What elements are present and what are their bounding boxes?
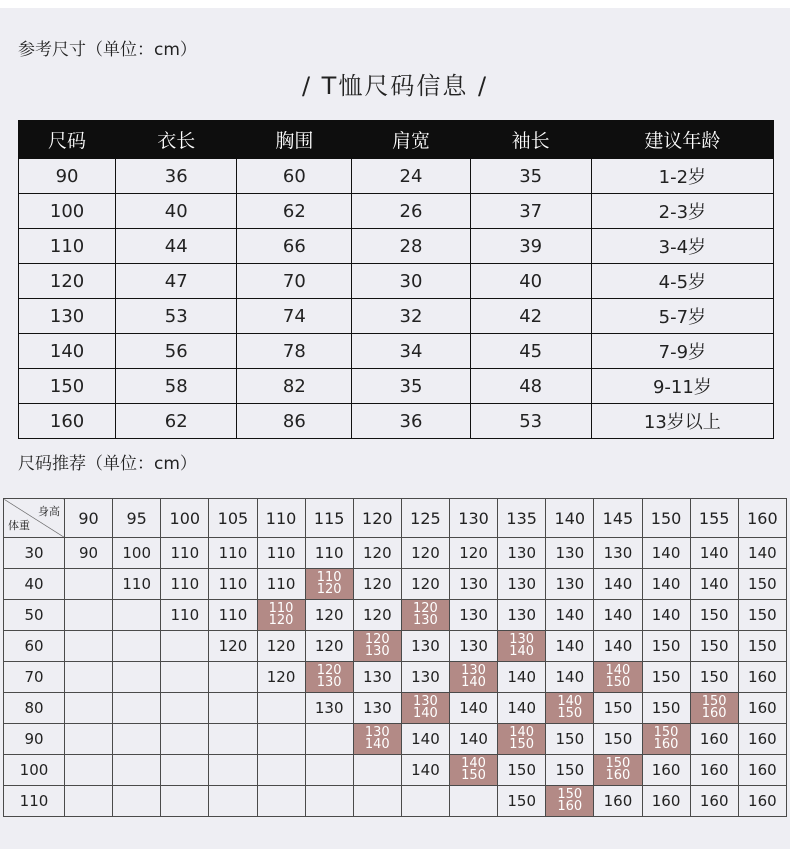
recommendation-cell: 110: [161, 600, 209, 631]
size-value: 150: [701, 693, 727, 709]
size-table-cell: 140: [19, 334, 116, 369]
size-table-cell: 70: [237, 264, 352, 299]
recommendation-cell: [161, 693, 209, 724]
size-value: 120: [316, 581, 342, 597]
size-value: 140: [557, 693, 583, 709]
recommendation-cell: 140: [498, 693, 546, 724]
height-header-cell: 135: [498, 499, 546, 538]
size-value: 140: [461, 755, 486, 771]
recommendation-cell: [113, 631, 161, 662]
size-recommendation-label: 尺码推荐（单位：cm）: [18, 454, 197, 474]
size-header-cell: 袖长: [470, 121, 591, 159]
recommendation-cell: 160: [738, 724, 786, 755]
recommendation-cell: 120: [401, 569, 449, 600]
recommendation-cell: [450, 755, 498, 786]
recommendation-cell: [65, 693, 113, 724]
highlighted-size-pair: [653, 724, 679, 752]
size-table-cell: 45: [470, 334, 591, 369]
height-header-cell: 160: [738, 499, 786, 538]
highlighted-size-pair: [413, 600, 438, 628]
recommendation-cell: 150: [642, 662, 690, 693]
recommendation-cell: 110: [209, 569, 257, 600]
recommendation-cell: [209, 662, 257, 693]
recommendation-cell: [546, 693, 594, 724]
highlighted-size-pair: [557, 786, 583, 814]
recommendation-cell: 140: [546, 631, 594, 662]
recommendation-cell: [257, 724, 305, 755]
page-title: / T恤尺码信息 /: [301, 72, 489, 100]
recommendation-cell: 140: [690, 569, 738, 600]
recommendation-cell: 140: [690, 538, 738, 569]
size-table-cell: 150: [19, 369, 116, 404]
recommendation-cell: 140: [642, 538, 690, 569]
weight-cell: 40: [4, 569, 65, 600]
recommendation-cell: 130: [594, 538, 642, 569]
size-table-row: [19, 334, 774, 369]
size-table-cell: 5-7岁: [591, 299, 773, 334]
recommendation-row: [4, 786, 787, 817]
recommendation-cell: 160: [642, 786, 690, 817]
size-table-cell: 36: [116, 159, 237, 194]
size-value: 150: [605, 755, 631, 771]
recommendation-cell: [353, 724, 401, 755]
recommendation-cell: [113, 755, 161, 786]
recommendation-cell: [113, 724, 161, 755]
size-table-cell: 86: [237, 404, 352, 439]
recommendation-cell: [257, 600, 305, 631]
size-value: 110: [268, 600, 294, 616]
recommendation-cell: [498, 631, 546, 662]
recommendation-cell: 160: [690, 724, 738, 755]
recommendation-cell: 130: [546, 569, 594, 600]
size-table-cell: 40: [116, 194, 237, 229]
size-value: 130: [413, 612, 438, 628]
size-table-cell: 74: [237, 299, 352, 334]
recommendation-cell: 130: [353, 662, 401, 693]
recommendation-cell: 130: [498, 600, 546, 631]
recommendation-cell: 150: [738, 600, 786, 631]
highlighted-size-pair: [509, 631, 535, 659]
recommendation-cell: [257, 693, 305, 724]
size-header-cell: 肩宽: [352, 121, 470, 159]
recommendation-cell: 140: [498, 662, 546, 693]
recommendation-cell: [161, 662, 209, 693]
recommendation-cell: 150: [642, 631, 690, 662]
recommendation-cell: [209, 693, 257, 724]
size-value: 150: [461, 767, 486, 783]
recommendation-cell: 120: [353, 600, 401, 631]
recommendation-cell: [113, 693, 161, 724]
recommendation-cell: [594, 662, 642, 693]
size-table-cell: 130: [19, 299, 116, 334]
weight-cell: 50: [4, 600, 65, 631]
size-table-row: [19, 229, 774, 264]
recommendation-cell: 140: [642, 569, 690, 600]
size-value: 120: [268, 612, 294, 628]
recommendation-cell: [498, 724, 546, 755]
size-table-cell: 4-5岁: [591, 264, 773, 299]
recommendation-cell: 120: [305, 600, 353, 631]
recommendation-cell: 140: [642, 600, 690, 631]
recommendation-row: [4, 724, 787, 755]
highlighted-size-pair: [605, 662, 631, 690]
size-value: 120: [413, 600, 438, 616]
size-value: 140: [509, 724, 535, 740]
recommendation-cell: 140: [738, 538, 786, 569]
recommendation-cell: 150: [738, 569, 786, 600]
size-table-row: [19, 264, 774, 299]
recommendation-cell: 140: [594, 631, 642, 662]
recommendation-cell: 150: [642, 693, 690, 724]
recommendation-cell: [450, 786, 498, 817]
size-table-cell: 82: [237, 369, 352, 404]
recommendation-cell: 130: [546, 538, 594, 569]
size-header-cell: 建议年龄: [591, 121, 773, 159]
size-value: 150: [605, 674, 631, 690]
weight-cell: 110: [4, 786, 65, 817]
recommendation-cell: [209, 755, 257, 786]
recommendation-cell: 110: [209, 600, 257, 631]
recommendation-cell: [642, 724, 690, 755]
recommendation-cell: 120: [257, 662, 305, 693]
size-table-cell: 48: [470, 369, 591, 404]
size-table-row: [19, 159, 774, 194]
recommendation-cell: [161, 631, 209, 662]
recommendation-cell: 110: [305, 538, 353, 569]
recommendation-cell: 130: [353, 693, 401, 724]
highlighted-size-pair: [316, 662, 342, 690]
height-header-cell: 110: [257, 499, 305, 538]
size-table-cell: 160: [19, 404, 116, 439]
size-table-cell: 66: [237, 229, 352, 264]
size-value: 140: [605, 662, 631, 678]
size-table-cell: 53: [470, 404, 591, 439]
size-value: 120: [316, 662, 342, 678]
reference-size-label: 参考尺寸（单位：cm）: [18, 40, 197, 60]
size-value: 130: [316, 674, 342, 690]
recommendation-row: [4, 600, 787, 631]
size-value: 160: [653, 736, 679, 752]
recommendation-cell: [65, 786, 113, 817]
recommendation-cell: [209, 786, 257, 817]
size-value: 160: [701, 705, 727, 721]
highlighted-size-pair: [268, 600, 294, 628]
size-table-body: [19, 159, 774, 439]
recommendation-cell: [450, 662, 498, 693]
recommendation-cell: [65, 631, 113, 662]
size-table-cell: 100: [19, 194, 116, 229]
recommendation-cell: 130: [498, 538, 546, 569]
recommendation-cell: 130: [401, 662, 449, 693]
height-header-cell: 145: [594, 499, 642, 538]
size-table-cell: 3-4岁: [591, 229, 773, 264]
size-info-table: [18, 120, 774, 439]
recommendation-cell: 150: [594, 724, 642, 755]
recommendation-cell: 150: [546, 755, 594, 786]
recommendation-cell: 120: [257, 631, 305, 662]
highlighted-size-pair: [509, 724, 535, 752]
recommendation-cell: [65, 662, 113, 693]
recommendation-cell: 110: [161, 538, 209, 569]
recommendation-row: [4, 755, 787, 786]
recommendation-cell: 150: [498, 755, 546, 786]
recommendation-cell: 140: [450, 693, 498, 724]
recommendation-cell: [353, 631, 401, 662]
size-table-header: [19, 121, 774, 159]
recommendation-cell: [305, 786, 353, 817]
corner-height-label: 身高: [38, 505, 60, 518]
size-table-cell: 60: [237, 159, 352, 194]
recommendation-cell: 130: [401, 631, 449, 662]
size-table-cell: 7-9岁: [591, 334, 773, 369]
recommendation-cell: 150: [546, 724, 594, 755]
recommendation-cell: [113, 786, 161, 817]
size-header-cell: 胸围: [237, 121, 352, 159]
recommendation-cell: [305, 569, 353, 600]
recommendation-cell: 150: [690, 662, 738, 693]
size-table-cell: 53: [116, 299, 237, 334]
recommendation-row: [4, 631, 787, 662]
size-table-row: [19, 299, 774, 334]
weight-cell: 90: [4, 724, 65, 755]
recommendation-cell: 140: [401, 755, 449, 786]
recommendation-cell: 100: [113, 538, 161, 569]
size-value: 110: [316, 569, 342, 585]
highlighted-size-pair: [701, 693, 727, 721]
recommendation-cell: 120: [209, 631, 257, 662]
recommendation-cell: [305, 662, 353, 693]
size-value: 120: [364, 631, 390, 647]
recommendation-cell: [209, 724, 257, 755]
recommendation-cell: [305, 724, 353, 755]
recommendation-cell: [257, 786, 305, 817]
height-header-cell: 140: [546, 499, 594, 538]
recommendation-table-body: [4, 499, 787, 817]
recommendation-cell: 140: [546, 662, 594, 693]
recommendation-cell: [353, 755, 401, 786]
size-table-cell: 1-2岁: [591, 159, 773, 194]
size-value: 140: [461, 674, 486, 690]
size-value: 150: [653, 724, 679, 740]
size-table-cell: 36: [352, 404, 470, 439]
highlighted-size-pair: [557, 693, 583, 721]
size-value: 130: [413, 693, 438, 709]
size-table-cell: 35: [352, 369, 470, 404]
height-header-cell: 90: [65, 499, 113, 538]
size-table-cell: 34: [352, 334, 470, 369]
recommendation-cell: [546, 786, 594, 817]
size-table-cell: 32: [352, 299, 470, 334]
recommendation-cell: 110: [257, 569, 305, 600]
height-weight-corner-cell: [4, 499, 65, 538]
size-value: 150: [557, 705, 583, 721]
highlighted-size-pair: [364, 724, 390, 752]
recommendation-cell: [401, 600, 449, 631]
recommendation-cell: 130: [450, 600, 498, 631]
recommendation-cell: 110: [257, 538, 305, 569]
recommendation-cell: 150: [690, 631, 738, 662]
recommendation-cell: 120: [401, 538, 449, 569]
size-value: 130: [364, 643, 390, 659]
recommendation-cell: [161, 786, 209, 817]
height-header-cell: 150: [642, 499, 690, 538]
height-header-cell: 155: [690, 499, 738, 538]
size-recommendation-table: [3, 498, 787, 817]
size-table-cell: 110: [19, 229, 116, 264]
recommendation-cell: 150: [738, 631, 786, 662]
recommendation-cell: 140: [594, 600, 642, 631]
recommendation-cell: 120: [353, 569, 401, 600]
size-table-row: [19, 404, 774, 439]
size-value: 130: [364, 724, 390, 740]
highlighted-size-pair: [413, 693, 438, 721]
recommendation-row: [4, 662, 787, 693]
recommendation-cell: [161, 724, 209, 755]
recommendation-cell: 120: [305, 631, 353, 662]
recommendation-cell: [65, 755, 113, 786]
recommendation-cell: 140: [450, 724, 498, 755]
recommendation-cell: 90: [65, 538, 113, 569]
size-table-cell: 62: [237, 194, 352, 229]
size-table-cell: 62: [116, 404, 237, 439]
recommendation-cell: [401, 693, 449, 724]
recommendation-cell: 150: [498, 786, 546, 817]
recommendation-cell: [594, 755, 642, 786]
recommendation-cell: 130: [450, 569, 498, 600]
recommendation-header-row: [4, 499, 787, 538]
recommendation-cell: 150: [594, 693, 642, 724]
top-strip: [0, 0, 790, 8]
recommendation-cell: 110: [161, 569, 209, 600]
size-table-cell: 120: [19, 264, 116, 299]
size-table-cell: 44: [116, 229, 237, 264]
recommendation-cell: 140: [546, 600, 594, 631]
recommendation-cell: 160: [690, 786, 738, 817]
height-header-cell: 100: [161, 499, 209, 538]
recommendation-cell: [65, 600, 113, 631]
recommendation-cell: [353, 786, 401, 817]
size-header-cell: 衣长: [116, 121, 237, 159]
recommendation-cell: [65, 724, 113, 755]
size-table-cell: 37: [470, 194, 591, 229]
highlighted-size-pair: [461, 662, 486, 690]
size-table-cell: 35: [470, 159, 591, 194]
size-table-row: [19, 369, 774, 404]
recommendation-cell: 150: [690, 600, 738, 631]
weight-cell: 100: [4, 755, 65, 786]
size-table-cell: 42: [470, 299, 591, 334]
highlighted-size-pair: [461, 755, 486, 783]
height-header-cell: 125: [401, 499, 449, 538]
recommendation-cell: 130: [450, 631, 498, 662]
weight-cell: 30: [4, 538, 65, 569]
height-header-cell: 130: [450, 499, 498, 538]
recommendation-cell: 160: [738, 662, 786, 693]
size-table-cell: 58: [116, 369, 237, 404]
recommendation-cell: 110: [113, 569, 161, 600]
recommendation-cell: [161, 755, 209, 786]
recommendation-cell: 160: [642, 755, 690, 786]
weight-cell: 80: [4, 693, 65, 724]
size-table-cell: 39: [470, 229, 591, 264]
highlighted-size-pair: [605, 755, 631, 783]
recommendation-cell: 160: [690, 755, 738, 786]
size-table-cell: 13岁以上: [591, 404, 773, 439]
size-table-cell: 90: [19, 159, 116, 194]
recommendation-cell: 160: [738, 693, 786, 724]
weight-cell: 60: [4, 631, 65, 662]
recommendation-cell: 110: [209, 538, 257, 569]
recommendation-cell: [257, 755, 305, 786]
size-table-cell: 78: [237, 334, 352, 369]
size-value: 150: [509, 736, 535, 752]
recommendation-cell: [401, 786, 449, 817]
size-table-cell: 47: [116, 264, 237, 299]
size-header-cell: 尺码: [19, 121, 116, 159]
recommendation-row: [4, 569, 787, 600]
height-header-cell: 95: [113, 499, 161, 538]
size-value: 160: [605, 767, 631, 783]
recommendation-cell: [113, 600, 161, 631]
recommendation-cell: 160: [738, 786, 786, 817]
weight-cell: 70: [4, 662, 65, 693]
size-table-cell: 26: [352, 194, 470, 229]
size-table-cell: 30: [352, 264, 470, 299]
highlighted-size-pair: [364, 631, 390, 659]
highlighted-size-pair: [316, 569, 342, 597]
recommendation-cell: [690, 693, 738, 724]
recommendation-cell: 120: [450, 538, 498, 569]
size-value: 130: [461, 662, 486, 678]
size-value: 140: [364, 736, 390, 752]
recommendation-cell: 130: [305, 693, 353, 724]
recommendation-cell: 140: [401, 724, 449, 755]
size-value: 150: [557, 786, 583, 802]
recommendation-cell: 140: [594, 569, 642, 600]
size-value: 140: [413, 705, 438, 721]
size-table-cell: 24: [352, 159, 470, 194]
size-value: 130: [509, 631, 535, 647]
size-value: 160: [557, 798, 583, 814]
height-header-cell: 120: [353, 499, 401, 538]
size-table-cell: 40: [470, 264, 591, 299]
recommendation-cell: [65, 569, 113, 600]
recommendation-cell: 120: [353, 538, 401, 569]
recommendation-row: [4, 693, 787, 724]
recommendation-cell: 160: [738, 755, 786, 786]
size-value: 140: [509, 643, 535, 659]
size-table-cell: 2-3岁: [591, 194, 773, 229]
height-header-cell: 115: [305, 499, 353, 538]
recommendation-cell: 160: [594, 786, 642, 817]
size-table-cell: 56: [116, 334, 237, 369]
size-table-cell: 9-11岁: [591, 369, 773, 404]
recommendation-cell: [305, 755, 353, 786]
recommendation-cell: 130: [498, 569, 546, 600]
size-table-row: [19, 194, 774, 229]
corner-weight-label: 体重: [8, 519, 30, 532]
size-table-cell: 28: [352, 229, 470, 264]
recommendation-cell: [113, 662, 161, 693]
recommendation-row: [4, 538, 787, 569]
height-header-cell: 105: [209, 499, 257, 538]
